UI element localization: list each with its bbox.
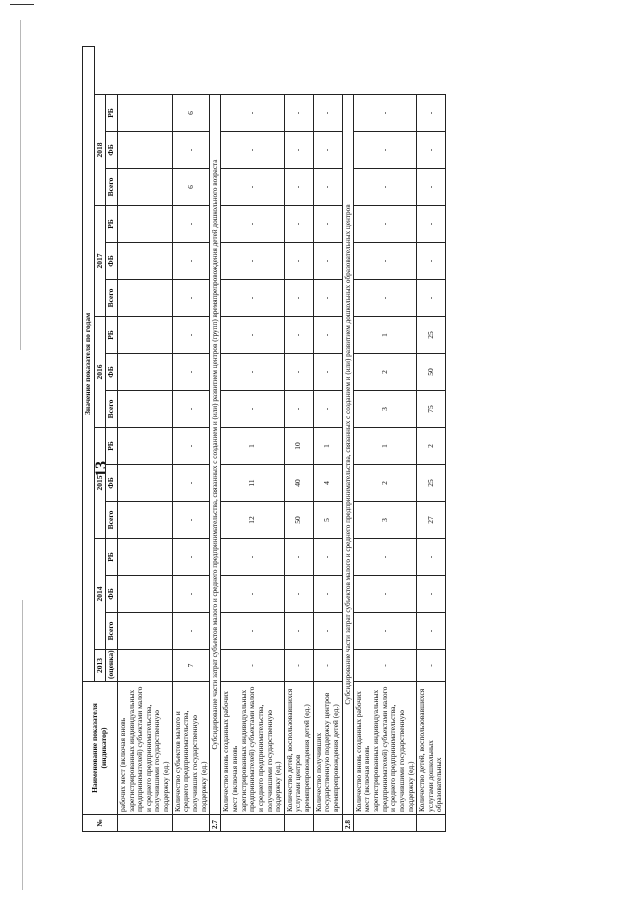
value-cell: - bbox=[172, 391, 210, 428]
value-cell bbox=[117, 502, 172, 539]
value-cell: 6 bbox=[172, 95, 210, 132]
indicator-label: Количество вновь созданных рабочих мест (включая вновь зарегистрированных индивидуальных предпринимателей) субъектами малого и среднего предпринимательства, получившими государственную поддержку (ед.) bbox=[221, 682, 284, 815]
header-sub-2016-1: ФБ bbox=[106, 354, 118, 391]
value-cell: - bbox=[172, 502, 210, 539]
value-cell: - bbox=[221, 576, 284, 613]
value-cell bbox=[117, 317, 172, 354]
value-cell: - bbox=[353, 206, 416, 243]
value-cell: - bbox=[417, 169, 446, 206]
header-year-2016: 2016 bbox=[94, 317, 106, 428]
value-cell: - bbox=[313, 169, 342, 206]
value-cell: - bbox=[313, 132, 342, 169]
value-cell: - bbox=[221, 391, 284, 428]
header-year-2013: 2013 bbox=[94, 650, 106, 682]
header-sub-2017-0: Всего bbox=[106, 280, 118, 317]
value-cell: - bbox=[417, 243, 446, 280]
value-cell: - bbox=[353, 613, 416, 650]
value-cell: - bbox=[172, 354, 210, 391]
table-row bbox=[221, 46, 284, 831]
value-cell bbox=[117, 206, 172, 243]
row-num-cell bbox=[313, 815, 342, 832]
header-sub-2018-2: РБ bbox=[106, 95, 118, 132]
value-cell: - bbox=[417, 280, 446, 317]
header-values-by-year: Значение показателя по годам bbox=[83, 46, 95, 681]
table-row bbox=[313, 46, 342, 831]
header-sub-2015-0: Всего bbox=[106, 502, 118, 539]
indicator-label: Количество получивших государственную поддержку центров времяпрепровождения детей (ед.) bbox=[313, 682, 342, 815]
value-cell: - bbox=[313, 95, 342, 132]
value-cell: - bbox=[353, 132, 416, 169]
table-row bbox=[284, 46, 313, 831]
table-row bbox=[172, 46, 210, 831]
section-title: Субсидирование части затрат субъектов малого и среднего предпринимательства, связанных с созданием и (или) развитием дошкольных образовательных центров bbox=[342, 95, 353, 815]
value-cell: - bbox=[353, 95, 416, 132]
indicator-label: Количество детей, воспользовавшихся услугами дошкольных образовательных bbox=[417, 682, 446, 815]
value-cell: - bbox=[313, 650, 342, 682]
value-cell: 2 bbox=[417, 428, 446, 465]
value-cell: - bbox=[284, 576, 313, 613]
value-cell: - bbox=[417, 539, 446, 576]
value-cell bbox=[117, 132, 172, 169]
row-num-cell bbox=[284, 815, 313, 832]
value-cell: 11 bbox=[221, 465, 284, 502]
table-row bbox=[417, 46, 446, 831]
value-cell: 50 bbox=[284, 502, 313, 539]
value-cell: 75 bbox=[417, 391, 446, 428]
value-cell: - bbox=[172, 613, 210, 650]
value-cell: - bbox=[313, 317, 342, 354]
value-cell: - bbox=[284, 317, 313, 354]
value-cell: - bbox=[221, 650, 284, 682]
scan-edge-line-left-lower bbox=[22, 600, 23, 890]
header-num: № bbox=[83, 815, 118, 832]
section-row bbox=[342, 46, 353, 831]
header-row-1 bbox=[83, 46, 95, 831]
header-2013-estimate: (оценка) bbox=[106, 650, 118, 682]
value-cell: 1 bbox=[353, 317, 416, 354]
value-cell: 4 bbox=[313, 465, 342, 502]
value-cell: 1 bbox=[313, 428, 342, 465]
header-sub-2018-1: ФБ bbox=[106, 132, 118, 169]
value-cell: - bbox=[313, 206, 342, 243]
value-cell: - bbox=[172, 465, 210, 502]
value-cell: 7 bbox=[172, 650, 210, 682]
value-cell: - bbox=[221, 280, 284, 317]
header-year-2017: 2017 bbox=[94, 206, 106, 317]
value-cell: - bbox=[353, 576, 416, 613]
indicator-label: Количество вновь созданных рабочих мест (включая вновь зарегистрированных индивидуальных предпринимателей) субъектами малого и среднего предпринимательства, получившими государственную поддержку (ед.) bbox=[353, 682, 416, 815]
value-cell: 5 bbox=[313, 502, 342, 539]
value-cell: - bbox=[221, 169, 284, 206]
value-cell: - bbox=[221, 206, 284, 243]
value-cell: 12 bbox=[221, 502, 284, 539]
value-cell: - bbox=[353, 243, 416, 280]
value-cell bbox=[117, 576, 172, 613]
row-num-cell bbox=[117, 815, 172, 832]
value-cell bbox=[117, 650, 172, 682]
value-cell bbox=[117, 95, 172, 132]
row-num-cell bbox=[417, 815, 446, 832]
value-cell: - bbox=[284, 243, 313, 280]
value-cell: - bbox=[284, 613, 313, 650]
value-cell bbox=[117, 391, 172, 428]
scan-edge-line-top bbox=[10, 4, 34, 5]
value-cell bbox=[117, 613, 172, 650]
value-cell: - bbox=[417, 650, 446, 682]
value-cell: - bbox=[284, 95, 313, 132]
header-year-2014: 2014 bbox=[94, 539, 106, 650]
value-cell: - bbox=[221, 132, 284, 169]
indicator-label: Количество субъектов малого и среднего предпринимательства, получивших государственную поддержку (ед.) bbox=[172, 682, 210, 815]
value-cell: 27 bbox=[417, 502, 446, 539]
value-cell: - bbox=[172, 576, 210, 613]
value-cell: - bbox=[221, 613, 284, 650]
value-cell: - bbox=[313, 391, 342, 428]
section-row bbox=[210, 46, 221, 831]
value-cell: - bbox=[417, 206, 446, 243]
value-cell: - bbox=[417, 132, 446, 169]
value-cell: - bbox=[313, 539, 342, 576]
value-cell: - bbox=[284, 539, 313, 576]
value-cell bbox=[117, 243, 172, 280]
value-cell bbox=[117, 465, 172, 502]
value-cell: - bbox=[313, 613, 342, 650]
value-cell: - bbox=[313, 243, 342, 280]
value-cell: - bbox=[172, 243, 210, 280]
header-sub-2014-1: ФБ bbox=[106, 576, 118, 613]
row-num-cell bbox=[353, 815, 416, 832]
section-title: Субсидирование части затрат субъектов малого и среднего предпринимательства, связанных с созданием и (или) развитием центров (групп) времяпрепровождения детей дошкольного возраста bbox=[210, 95, 221, 815]
value-cell: 2 bbox=[353, 354, 416, 391]
value-cell: - bbox=[353, 169, 416, 206]
header-year-2018: 2018 bbox=[94, 95, 106, 206]
row-num-cell bbox=[221, 815, 284, 832]
value-cell: 1 bbox=[221, 428, 284, 465]
header-sub-2014-0: Всего bbox=[106, 613, 118, 650]
value-cell: - bbox=[284, 169, 313, 206]
scan-edge-line-left bbox=[20, 20, 21, 350]
value-cell: - bbox=[172, 132, 210, 169]
value-cell bbox=[117, 354, 172, 391]
value-cell: 3 bbox=[353, 391, 416, 428]
header-sub-2016-2: РБ bbox=[106, 317, 118, 354]
value-cell: - bbox=[284, 132, 313, 169]
indicator-label: рабочих мест (включая вновь зарегистрированных индивидуальных предпринимателей) субъектами малого и среднего предпринимательства, получившими государственную поддержку (ед.) bbox=[117, 682, 172, 815]
value-cell: - bbox=[417, 613, 446, 650]
value-cell: - bbox=[172, 317, 210, 354]
value-cell bbox=[117, 539, 172, 576]
value-cell: - bbox=[353, 539, 416, 576]
value-cell: - bbox=[353, 650, 416, 682]
value-cell: 50 bbox=[417, 354, 446, 391]
value-cell: - bbox=[313, 354, 342, 391]
header-sub-2016-0: Всего bbox=[106, 391, 118, 428]
rotated-table-container bbox=[82, 47, 627, 832]
header-sub-2015-1: ФБ bbox=[106, 465, 118, 502]
value-cell bbox=[117, 169, 172, 206]
table-row bbox=[117, 46, 172, 831]
value-cell: - bbox=[221, 243, 284, 280]
value-cell: - bbox=[417, 576, 446, 613]
value-cell: - bbox=[172, 280, 210, 317]
value-cell: 2 bbox=[353, 465, 416, 502]
value-cell: - bbox=[284, 391, 313, 428]
value-cell: - bbox=[284, 206, 313, 243]
page-number: 13 bbox=[93, 461, 110, 477]
value-cell: - bbox=[353, 280, 416, 317]
value-cell: 25 bbox=[417, 465, 446, 502]
value-cell: - bbox=[284, 354, 313, 391]
value-cell: - bbox=[172, 206, 210, 243]
header-sub-2015-2: РБ bbox=[106, 428, 118, 465]
value-cell bbox=[117, 280, 172, 317]
value-cell: 25 bbox=[417, 317, 446, 354]
value-cell: - bbox=[221, 95, 284, 132]
value-cell: - bbox=[284, 650, 313, 682]
value-cell: 6 bbox=[172, 169, 210, 206]
value-cell: - bbox=[221, 354, 284, 391]
value-cell: 40 bbox=[284, 465, 313, 502]
header-year-2015: 2015 bbox=[94, 428, 106, 539]
section-number: 2.8 bbox=[342, 815, 353, 832]
value-cell: - bbox=[221, 539, 284, 576]
header-indicator-name: Наименование показателя (индикатор) bbox=[83, 682, 118, 815]
value-cell: 10 bbox=[284, 428, 313, 465]
value-cell: - bbox=[284, 280, 313, 317]
indicator-label: Количество детей, воспользовавшихся услугами центров времяпрепровождения детей (ед.) bbox=[284, 682, 313, 815]
value-cell: - bbox=[313, 576, 342, 613]
value-cell: - bbox=[172, 539, 210, 576]
table-body bbox=[117, 46, 445, 831]
indicators-table bbox=[82, 46, 446, 832]
table-row bbox=[353, 46, 416, 831]
header-sub-2017-1: ФБ bbox=[106, 243, 118, 280]
value-cell: - bbox=[172, 428, 210, 465]
value-cell: 3 bbox=[353, 502, 416, 539]
row-num-cell bbox=[172, 815, 210, 832]
section-number: 2.7 bbox=[210, 815, 221, 832]
header-sub-2014-2: РБ bbox=[106, 539, 118, 576]
value-cell bbox=[117, 428, 172, 465]
value-cell: - bbox=[313, 280, 342, 317]
value-cell: - bbox=[417, 95, 446, 132]
value-cell: - bbox=[221, 317, 284, 354]
header-sub-2017-2: РБ bbox=[106, 206, 118, 243]
header-sub-2018-0: Всего bbox=[106, 169, 118, 206]
value-cell: 1 bbox=[353, 428, 416, 465]
